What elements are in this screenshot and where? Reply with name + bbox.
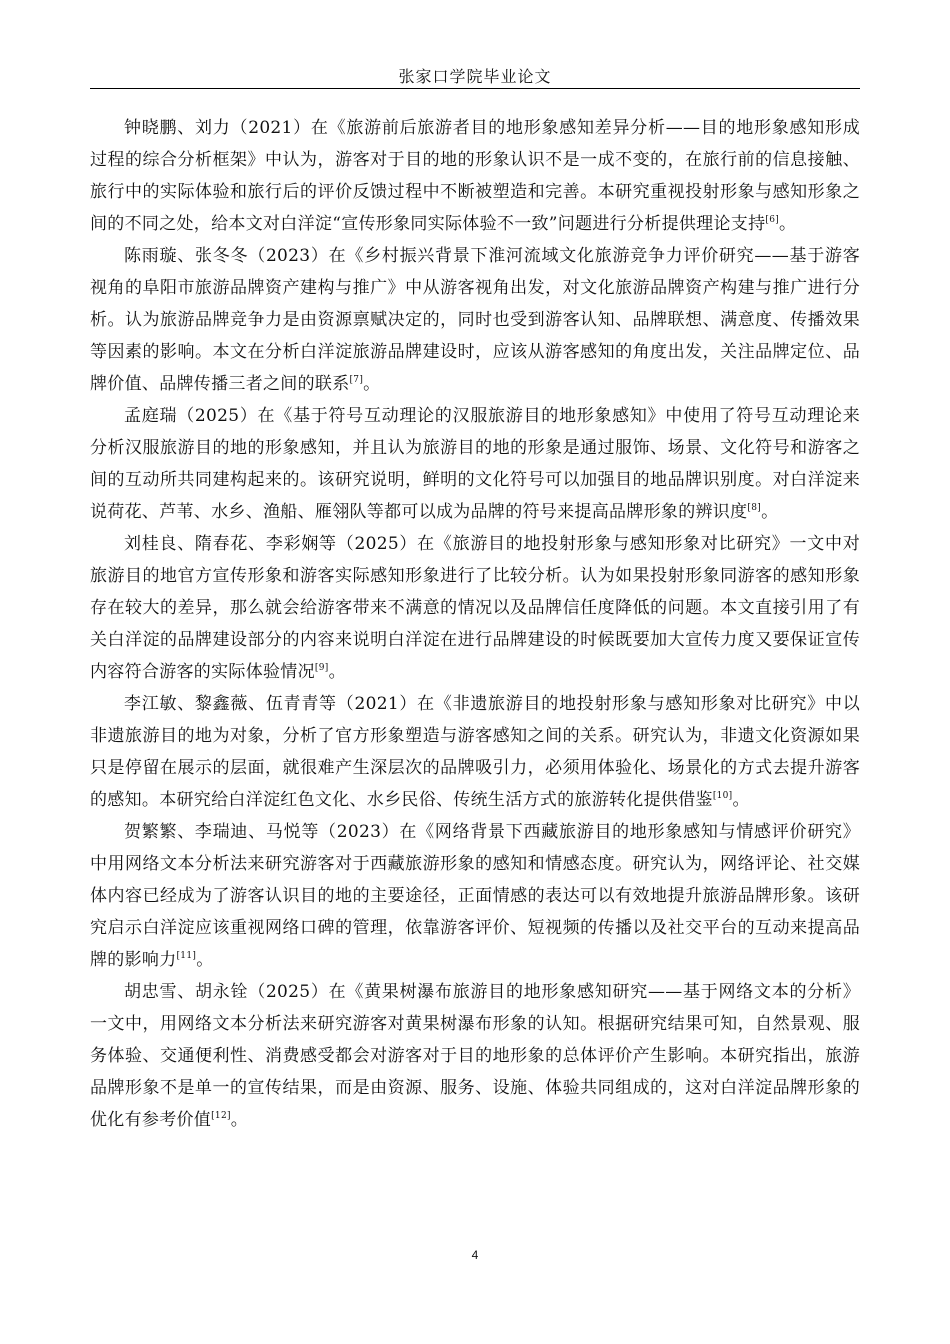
citation: [7] [349,375,364,385]
citation: [6] [765,215,780,225]
citation: [11] [176,951,197,961]
citation: [8] [747,503,762,513]
running-header: 张家口学院毕业论文 [398,67,552,86]
paragraph-text: 刘桂良、隋春花、李彩娴等（2025）在《旅游目的地投射形象与感知形象对比研究》一文中对旅游目的地官方宣传形象和游客实际感知形象进行了比较分析。认为如果投射形象同游客的感知形象存在较大的差异，那么就会给游客带来不满意的情况以及品牌信任度降低的问题。本文直接引用了有关白洋淀的品牌建设部分的内容来说明白洋淀在进行品牌建设的时候既要加大宣传力度又要保证宣传内容符合游客的实际体验情况 [90,534,860,682]
paragraph-4 [90,528,860,688]
body-text [90,112,860,1136]
paragraph-text: 孟庭瑞（2025）在《基于符号互动理论的汉服旅游目的地形象感知》中使用了符号互动理论来分析汉服旅游目的地的形象感知，并且认为旅游目的地的形象是通过服饰、场景、文化符号和游客之间的互动所共同建构起来的。该研究说明，鲜明的文化符号可以加强目的地品牌识别度。对白洋淀来说荷花、芦苇、水乡、渔船、雁翎队等都可以成为品牌的符号来提高品牌形象的辨识度 [90,406,860,522]
paragraph-text: 陈雨璇、张冬冬（2023）在《乡村振兴背景下淮河流域文化旅游竞争力评价研究——基于游客视角的阜阳市旅游品牌资产建构与推广》中从游客视角出发，对文化旅游品牌资产构建与推广进行分析。认为旅游品牌竞争力是由资源禀赋决定的，同时也受到游客认知、品牌联想、满意度、传播效果等因素的影响。本文在分析白洋淀旅游品牌建设时，应该从游客感知的角度出发，关注品牌定位、品牌价值、品牌传播三者之间的联系 [90,246,860,394]
paragraph-text: 钟晓鹏、刘力（2021）在《旅游前后旅游者目的地形象感知差异分析——目的地形象感知形成过程的综合分析框架》中认为，游客对于目的地的形象认识不是一成不变的，在旅行前的信息接触、旅行中的实际体验和旅行后的评价反馈过程中不断被塑造和完善。本研究重视投射形象与感知形象之间的不同之处，给本文对白洋淀“宣传形象同实际体验不一致”问题进行分析提供理论支持 [90,118,860,234]
page-number: 4 [471,1248,479,1262]
paragraph-7 [90,976,860,1136]
paragraph-end: 。 [230,1110,249,1130]
paragraph-end: 。 [196,950,214,970]
paragraph-end: 。 [779,214,797,234]
paragraph-end: 。 [363,374,381,394]
citation: [12] [211,1111,231,1121]
paragraph-end: 。 [732,790,750,810]
citation: [9] [314,663,329,673]
paragraph-end: 。 [328,662,346,682]
paragraph-5 [90,688,860,816]
paragraph-3 [90,400,860,528]
paragraph-text: 李江敏、黎鑫薇、伍青青等（2021）在《非遗旅游目的地投射形象与感知形象对比研究》中以非遗旅游目的地为对象，分析了官方形象塑造与游客感知之间的关系。研究认为，非遗文化资源如果只是停留在展示的层面，就很难产生深层次的品牌吸引力，必须用体验化、场景化的方式去提升游客的感知。本研究给白洋淀红色文化、水乡民俗、传统生活方式的旅游转化提供借鉴 [90,694,860,810]
header-rule [90,88,860,89]
paragraph-1 [90,112,860,240]
paragraph-6 [90,816,860,976]
paragraph-2 [90,240,860,400]
paragraph-text: 胡忠雪、胡永铨（2025）在《黄果树瀑布旅游目的地形象感知研究——基于网络文本的分析》一文中，用网络文本分析法来研究游客对黄果树瀑布形象的认知。根据研究结果可知，自然景观、服务体验、交通便利性、消费感受都会对游客对于目的地形象的总体评价产生影响。本研究指出，旅游品牌形象不是单一的宣传结果，而是由资源、服务、设施、体验共同组成的，这对白洋淀品牌形象的优化有参考价值 [90,982,860,1130]
citation: [10] [712,791,733,801]
paragraph-text: 贺繁繁、李瑞迪、马悦等（2023）在《网络背景下西藏旅游目的地形象感知与情感评价研究》中用网络文本分析法来研究游客对于西藏旅游形象的感知和情感态度。研究认为，网络评论、社交媒体内容已经成为了游客认识目的地的主要途径，正面情感的表达可以有效地提升旅游品牌形象。该研究启示白洋淀应该重视网络口碑的管理，依靠游客评价、短视频的传播以及社交平台的互动来提高品牌的影响力 [90,822,860,970]
paragraph-end: 。 [761,502,779,522]
